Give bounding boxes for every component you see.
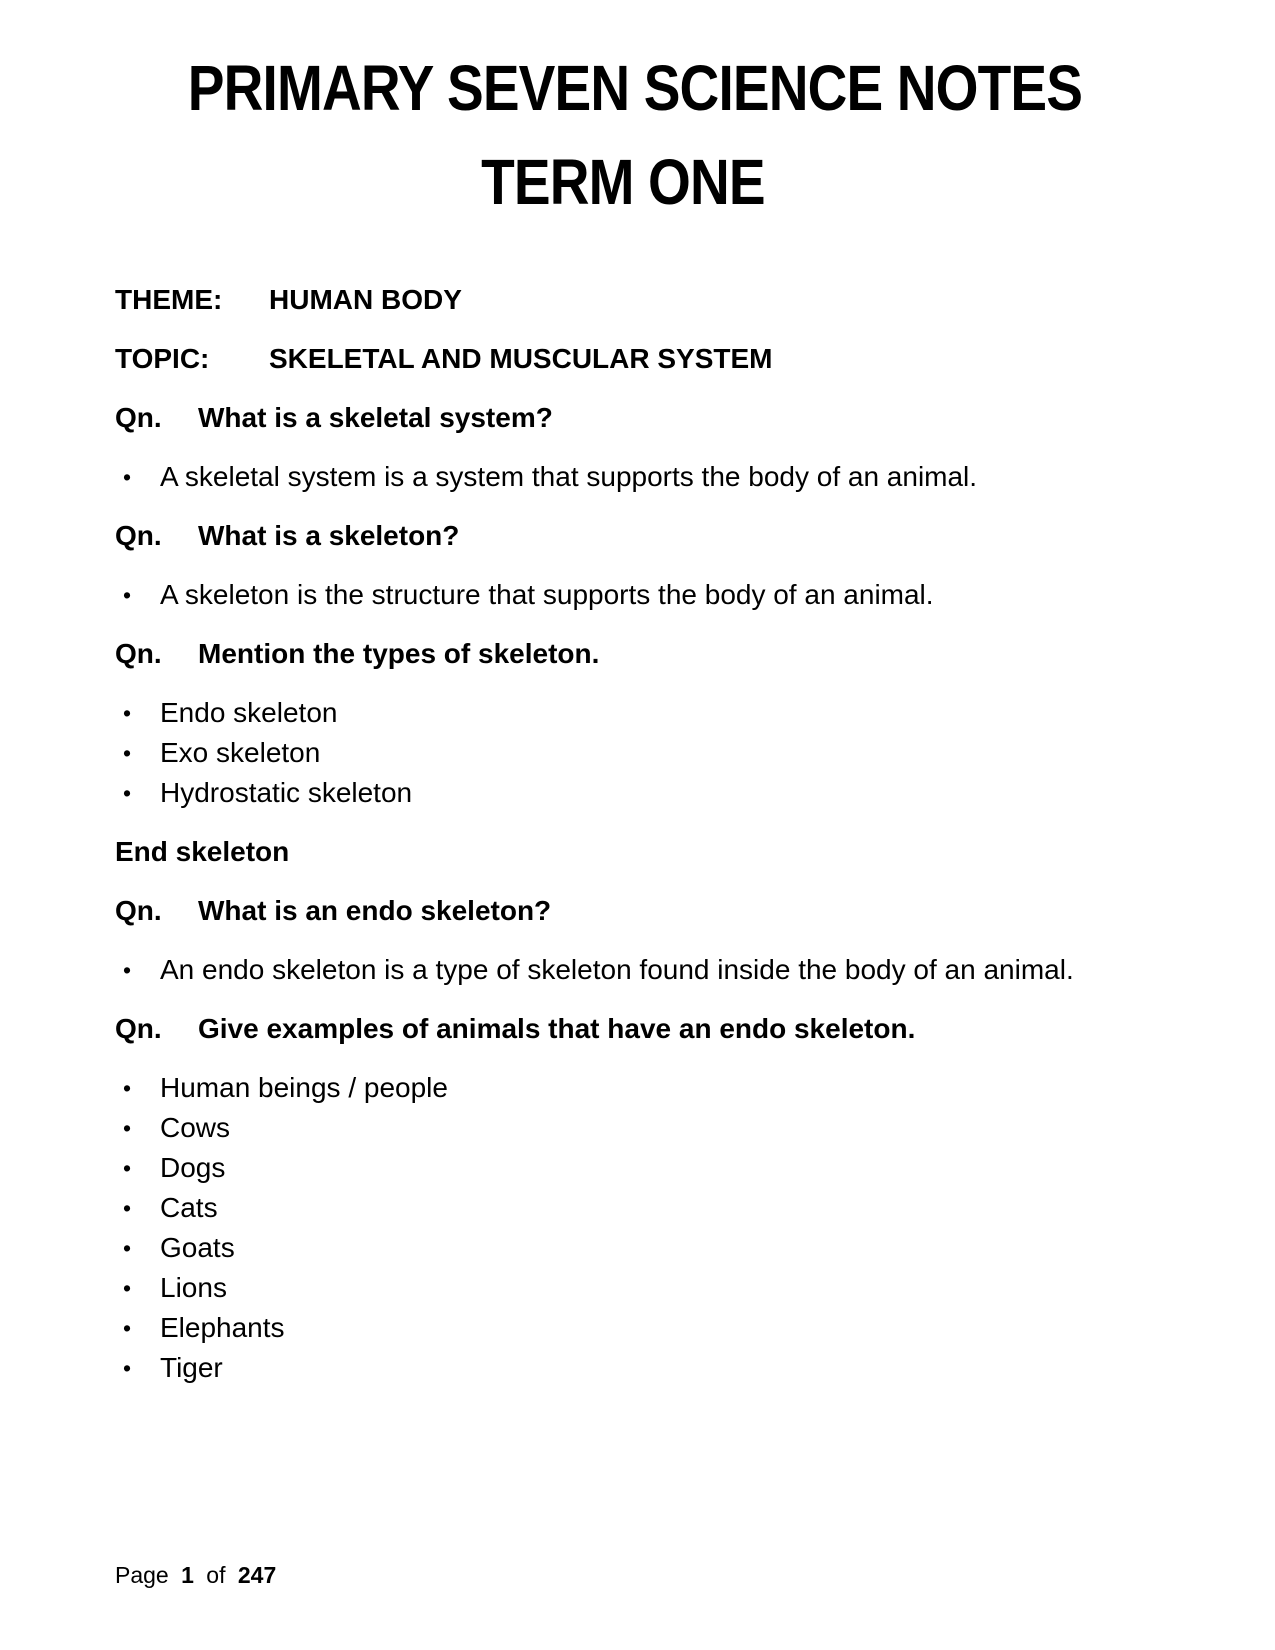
theme-value: HUMAN BODY: [269, 284, 462, 315]
question-prefix: Qn.: [115, 402, 162, 433]
bullet-icon: •: [123, 1155, 132, 1181]
list-item: [115, 457, 1130, 497]
page-footer: [115, 1560, 276, 1590]
bullet-icon: •: [123, 1355, 132, 1381]
question-prefix: Qn.: [115, 638, 162, 669]
list-item-text: Endo skeleton: [160, 697, 338, 728]
topic-value: SKELETAL AND MUSCULAR SYSTEM: [269, 343, 773, 374]
question-heading: [115, 891, 1130, 931]
bullet-icon: •: [123, 1275, 132, 1301]
list-item-text: Dogs: [160, 1152, 226, 1183]
question-text: What is an endo skeleton?: [198, 895, 552, 926]
list-item: [115, 1348, 1130, 1388]
bullet-icon: •: [123, 1235, 132, 1261]
list-item-text: An endo skeleton is a type of skeleton found inside the body of an animal.: [160, 954, 1074, 985]
question-prefix: Qn.: [115, 520, 162, 551]
answer-list: [115, 457, 1130, 497]
bullet-icon: •: [123, 780, 132, 806]
list-item-text: Exo skeleton: [160, 737, 321, 768]
question-text: What is a skeletal system?: [198, 402, 553, 433]
answer-list: [115, 950, 1130, 990]
title-text-2: TERM ONE: [480, 146, 765, 218]
bullet-icon: •: [123, 1315, 132, 1341]
list-item: [115, 1228, 1130, 1268]
list-item: [115, 1188, 1130, 1228]
list-item: [115, 1148, 1130, 1188]
page-title-line-2: [115, 144, 1130, 238]
list-item-text: Goats: [160, 1232, 235, 1263]
question-heading: [115, 398, 1130, 438]
question-text: Give examples of animals that have an endo skeleton.: [198, 1013, 916, 1044]
question-heading: [115, 1009, 1130, 1049]
footer-of-word: of: [206, 1562, 226, 1588]
list-item-text: A skeletal system is a system that supports the body of an animal.: [160, 461, 978, 492]
topic-label: TOPIC:: [115, 343, 210, 374]
question-text: What is a skeleton?: [198, 520, 460, 551]
footer-page-word: Page: [115, 1562, 169, 1588]
question-prefix: Qn.: [115, 1013, 162, 1044]
list-item: [115, 950, 1130, 990]
answer-list: [115, 693, 1130, 813]
question-prefix: Qn.: [115, 895, 162, 926]
list-item-text: Lions: [160, 1272, 227, 1303]
question-heading: [115, 634, 1130, 674]
list-item-text: Cats: [160, 1192, 218, 1223]
list-item: [115, 1308, 1130, 1348]
list-item-text: Tiger: [160, 1352, 223, 1383]
bullet-icon: •: [123, 1075, 132, 1101]
footer-page-number: 1: [181, 1562, 194, 1588]
theme-label: THEME:: [115, 284, 223, 315]
footer-total-pages: 247: [237, 1562, 277, 1588]
list-item: [115, 773, 1130, 813]
list-item-text: Elephants: [160, 1312, 285, 1343]
list-item: [115, 693, 1130, 733]
bullet-icon: •: [123, 740, 132, 766]
answer-list: [115, 1068, 1130, 1388]
question-text: Mention the types of skeleton.: [198, 638, 600, 669]
list-item: [115, 1068, 1130, 1108]
bullet-icon: •: [123, 700, 132, 726]
list-item: [115, 733, 1130, 773]
list-item-text: Cows: [160, 1112, 231, 1143]
topic-row: [115, 339, 1130, 379]
bullet-icon: •: [123, 1115, 132, 1141]
bullet-icon: •: [123, 957, 132, 983]
title-text-1: PRIMARY SEVEN SCIENCE NOTES: [187, 52, 1083, 124]
question-heading: [115, 516, 1130, 556]
bullet-icon: •: [123, 464, 132, 490]
bullet-icon: •: [123, 1195, 132, 1221]
list-item: [115, 1108, 1130, 1148]
theme-row: [115, 280, 1130, 320]
bullet-icon: •: [123, 582, 132, 608]
list-item-text: Hydrostatic skeleton: [160, 777, 413, 808]
list-item-text: Human beings / people: [160, 1072, 448, 1103]
subsection-heading: End skeleton: [115, 836, 290, 867]
list-item: [115, 575, 1130, 615]
list-item: [115, 1268, 1130, 1308]
page-title-line-1: [115, 50, 1130, 144]
list-item-text: A skeleton is the structure that supports the body of an animal.: [160, 579, 934, 610]
answer-list: [115, 575, 1130, 615]
